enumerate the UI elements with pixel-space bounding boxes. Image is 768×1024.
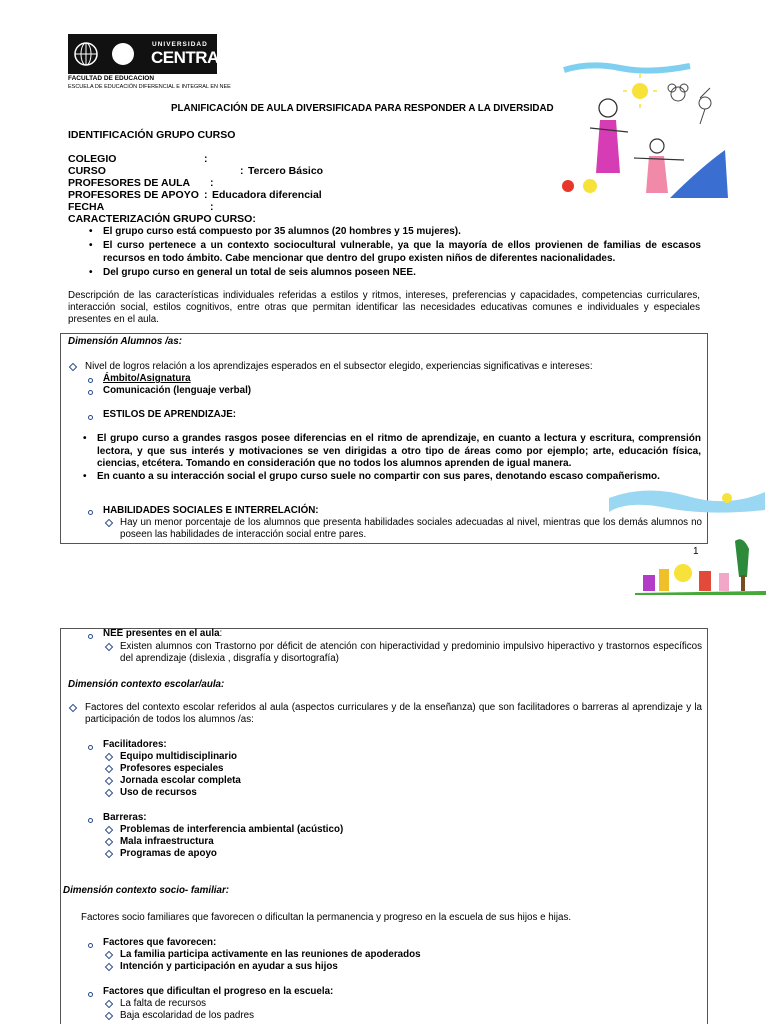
house-2 xyxy=(659,569,669,591)
habilidades-text: Hay un menor porcentaje de los alumnos que presenta habilidades sociales adecuadas al nivel, mientras que los demás alumnos no poseen las habilidades de interacción social entre pares. xyxy=(120,517,702,540)
house-4 xyxy=(699,571,711,591)
house-3 xyxy=(674,564,692,582)
sky-crayon-strip xyxy=(609,490,765,512)
bullet-dot-icon: • xyxy=(83,433,87,444)
circle-bullet-icon xyxy=(88,378,93,383)
caract-item-3 xyxy=(89,267,701,280)
dimension-escolar-heading: Dimensión contexto escolar/aula: xyxy=(68,679,225,690)
field-profesores-apoyo-label: PROFESORES DE APOYO xyxy=(68,189,199,201)
estilos-item-text: El grupo curso a grandes rasgos posee diferencias en el ritmo de aprendizaje, en cuanto a lectura y escritura, comprensión lectora, y que sus interés y motivaciones se ven dirigidas a otro tipo de áreas como por ejemplo; arte, educación física, ciencias, etcétera. Tomando en consideración que no todos los alumnos aprenden de igual manera. xyxy=(97,433,701,469)
small-sun-icon xyxy=(722,493,732,503)
logros-intro: Nivel de logros relación a los aprendizajes esperados en el subsector elegido, experiencias significativas e intereses: xyxy=(85,361,593,372)
comunicacion-label: Comunicación (lenguaje verbal) xyxy=(103,385,252,396)
nee-heading xyxy=(103,628,222,640)
sun-icon xyxy=(632,83,648,99)
nee-heading-text: NEE presentes en el aula xyxy=(103,628,220,639)
faculty-label: FACULTAD DE EDUCACION xyxy=(68,75,155,82)
page-number: 1 xyxy=(693,546,699,557)
university-logo xyxy=(68,34,229,74)
caract-item-text: El curso pertenece a un contexto sociocultural vulnerable, ya que la mayoría de ellos provienen de familias de escasos recursos en todo ámbito. Cabe mencionar que dentro del grupo existen niños de diferentes nacionalidades. xyxy=(103,240,701,264)
document-page-2 xyxy=(0,610,768,1024)
bullet-dot-icon: • xyxy=(83,471,87,482)
dificultan-heading: Factores que dificultan el progreso en la escuela: xyxy=(103,986,334,997)
ambito-label: Ámbito/Asignatura xyxy=(103,373,191,384)
circle-bullet-icon xyxy=(88,992,93,997)
field-fecha-label: FECHA xyxy=(68,201,105,213)
flower-sketch xyxy=(668,84,711,124)
figure-body-2 xyxy=(646,156,668,193)
field-profesores-aula-sep: : xyxy=(210,177,214,189)
caract-item-text: El grupo curso está compuesto por 35 alumnos (20 hombres y 15 mujeres). xyxy=(103,226,461,237)
logo-line-2: CENTRAL xyxy=(151,48,229,67)
barreras-item-2: Mala infraestructura xyxy=(120,836,214,847)
figure-body-1 xyxy=(596,120,620,173)
estilos-heading: ESTILOS DE APRENDIZAJE: xyxy=(103,409,236,420)
dificultan-item-1: La falta de recursos xyxy=(120,998,207,1009)
description-paragraph: Descripción de las características individuales referidas a estilos y ritmos, intereses, preferencias y capacidades, competencias curriculares, interacción social, estilos cognitivos, entre otras que permitan identificar las necesidades educativas comunes e individuales y especiales presentes en el aula. xyxy=(68,290,700,325)
dimension-alumnos-heading: Dimensión Alumnos /as: xyxy=(68,336,182,347)
facilitadores-item-1: Equipo multidisciplinario xyxy=(120,751,238,762)
blue-slide xyxy=(670,150,728,198)
nee-heading-colon: : xyxy=(219,628,223,639)
yellow-flower-icon xyxy=(583,179,597,193)
estilos-item-text: En cuanto a su interacción social el grupo curso suele no compartir con sus pares, denotando escaso compañerismo. xyxy=(97,471,660,482)
bullet-dot-icon: • xyxy=(89,226,93,237)
caract-item-1 xyxy=(89,226,701,239)
field-curso-label: CURSO xyxy=(68,165,106,177)
field-fecha-sep: : xyxy=(210,201,214,213)
nee-text: Existen alumnos con Trastorno por déficit de atención con hiperactividad y predominio impulsivo hiperactivo y trastornos específicos del aprendizaje (dislexia , disgrafía y disortografía) xyxy=(120,641,702,664)
childrens-drawing-illustration xyxy=(560,58,760,203)
field-curso-value: Tercero Básico xyxy=(248,165,324,177)
estilos-item-1 xyxy=(83,433,701,471)
circle-bullet-icon xyxy=(88,390,93,395)
ident-heading: IDENTIFICACIÓN GRUPO CURSO xyxy=(68,129,236,141)
facilitadores-item-2: Profesores especiales xyxy=(120,763,224,774)
figure-head-2 xyxy=(650,139,664,153)
circle-bullet-icon xyxy=(88,415,93,420)
house-5 xyxy=(719,573,729,591)
barreras-item-1: Problemas de interferencia ambiental (acústico) xyxy=(120,824,344,835)
facilitadores-item-3: Jornada escolar completa xyxy=(120,775,241,786)
barreras-heading: Barreras: xyxy=(103,812,147,823)
tree-icon xyxy=(735,539,749,577)
circle-bullet-icon xyxy=(88,943,93,948)
field-colegio-sep: : xyxy=(204,153,208,165)
escolar-intro: Factores del contexto escolar referidos al aula (aspectos curriculares y de la enseñanza) que son facilitadores o barreras al aprendizaje y la participación de todos los alumnos /as: xyxy=(85,702,702,725)
dificultan-item-2: Baja escolaridad de los padres xyxy=(120,1010,254,1021)
habilidades-heading: HABILIDADES SOCIALES E INTERRELACIÓN: xyxy=(103,505,319,516)
circle-bullet-icon xyxy=(88,510,93,515)
tree-trunk xyxy=(741,575,745,591)
logo-line-1: UNIVERSIDAD xyxy=(152,41,208,48)
field-profesores-apoyo-sep: : xyxy=(204,189,208,201)
document-title: PLANIFICACIÓN DE AULA DIVERSIFICADA PARA RESPONDER A LA DIVERSIDAD xyxy=(171,103,554,114)
favorecen-heading: Factores que favorecen: xyxy=(103,937,217,948)
favorecen-item-1: La familia participa activamente en las reuniones de apoderados xyxy=(120,949,421,960)
circle-bullet-icon xyxy=(88,634,93,639)
school-label: ESCUELA DE EDUCACIÓN DIFERENCIAL E INTEGRAL EN NEE xyxy=(68,84,231,90)
house-1 xyxy=(643,575,655,591)
bullet-dot-icon: • xyxy=(89,240,93,251)
barreras-item-3: Programas de apoyo xyxy=(120,848,217,859)
page-gap xyxy=(0,600,768,610)
field-profesores-aula-label: PROFESORES DE AULA xyxy=(68,177,191,189)
figure-head-1 xyxy=(599,99,617,117)
field-profesores-apoyo-value: Educadora diferencial xyxy=(212,189,322,201)
familiar-intro: Factores socio familiares que favorecen o dificultan la permanencia y progreso en la escuela de sus hijos e hijas. xyxy=(81,912,572,923)
field-curso-sep: : xyxy=(240,165,244,177)
caract-item-2 xyxy=(89,240,701,265)
caract-item-text: Del grupo curso en general un total de seis alumnos poseen NEE. xyxy=(103,267,416,278)
caract-heading: CARACTERIZACIÓN GRUPO CURSO: xyxy=(68,213,256,225)
favorecen-item-2: Intención y participación en ayudar a sus hijos xyxy=(120,961,338,972)
sky-stroke xyxy=(564,65,690,70)
circle-bullet-icon xyxy=(88,745,93,750)
facilitadores-item-4: Uso de recursos xyxy=(120,787,197,798)
grass-strip xyxy=(635,591,766,595)
red-flower-icon xyxy=(562,180,574,192)
crayon-strip-illustration xyxy=(607,478,768,518)
bullet-dot-icon: • xyxy=(89,267,93,278)
facilitadores-heading: Facilitadores: xyxy=(103,739,167,750)
circle-bullet-icon xyxy=(88,818,93,823)
dimension-familiar-heading: Dimensión contexto socio- familiar: xyxy=(63,885,230,896)
houses-drawing-illustration xyxy=(635,533,766,595)
field-colegio-label: COLEGIO xyxy=(68,153,117,165)
